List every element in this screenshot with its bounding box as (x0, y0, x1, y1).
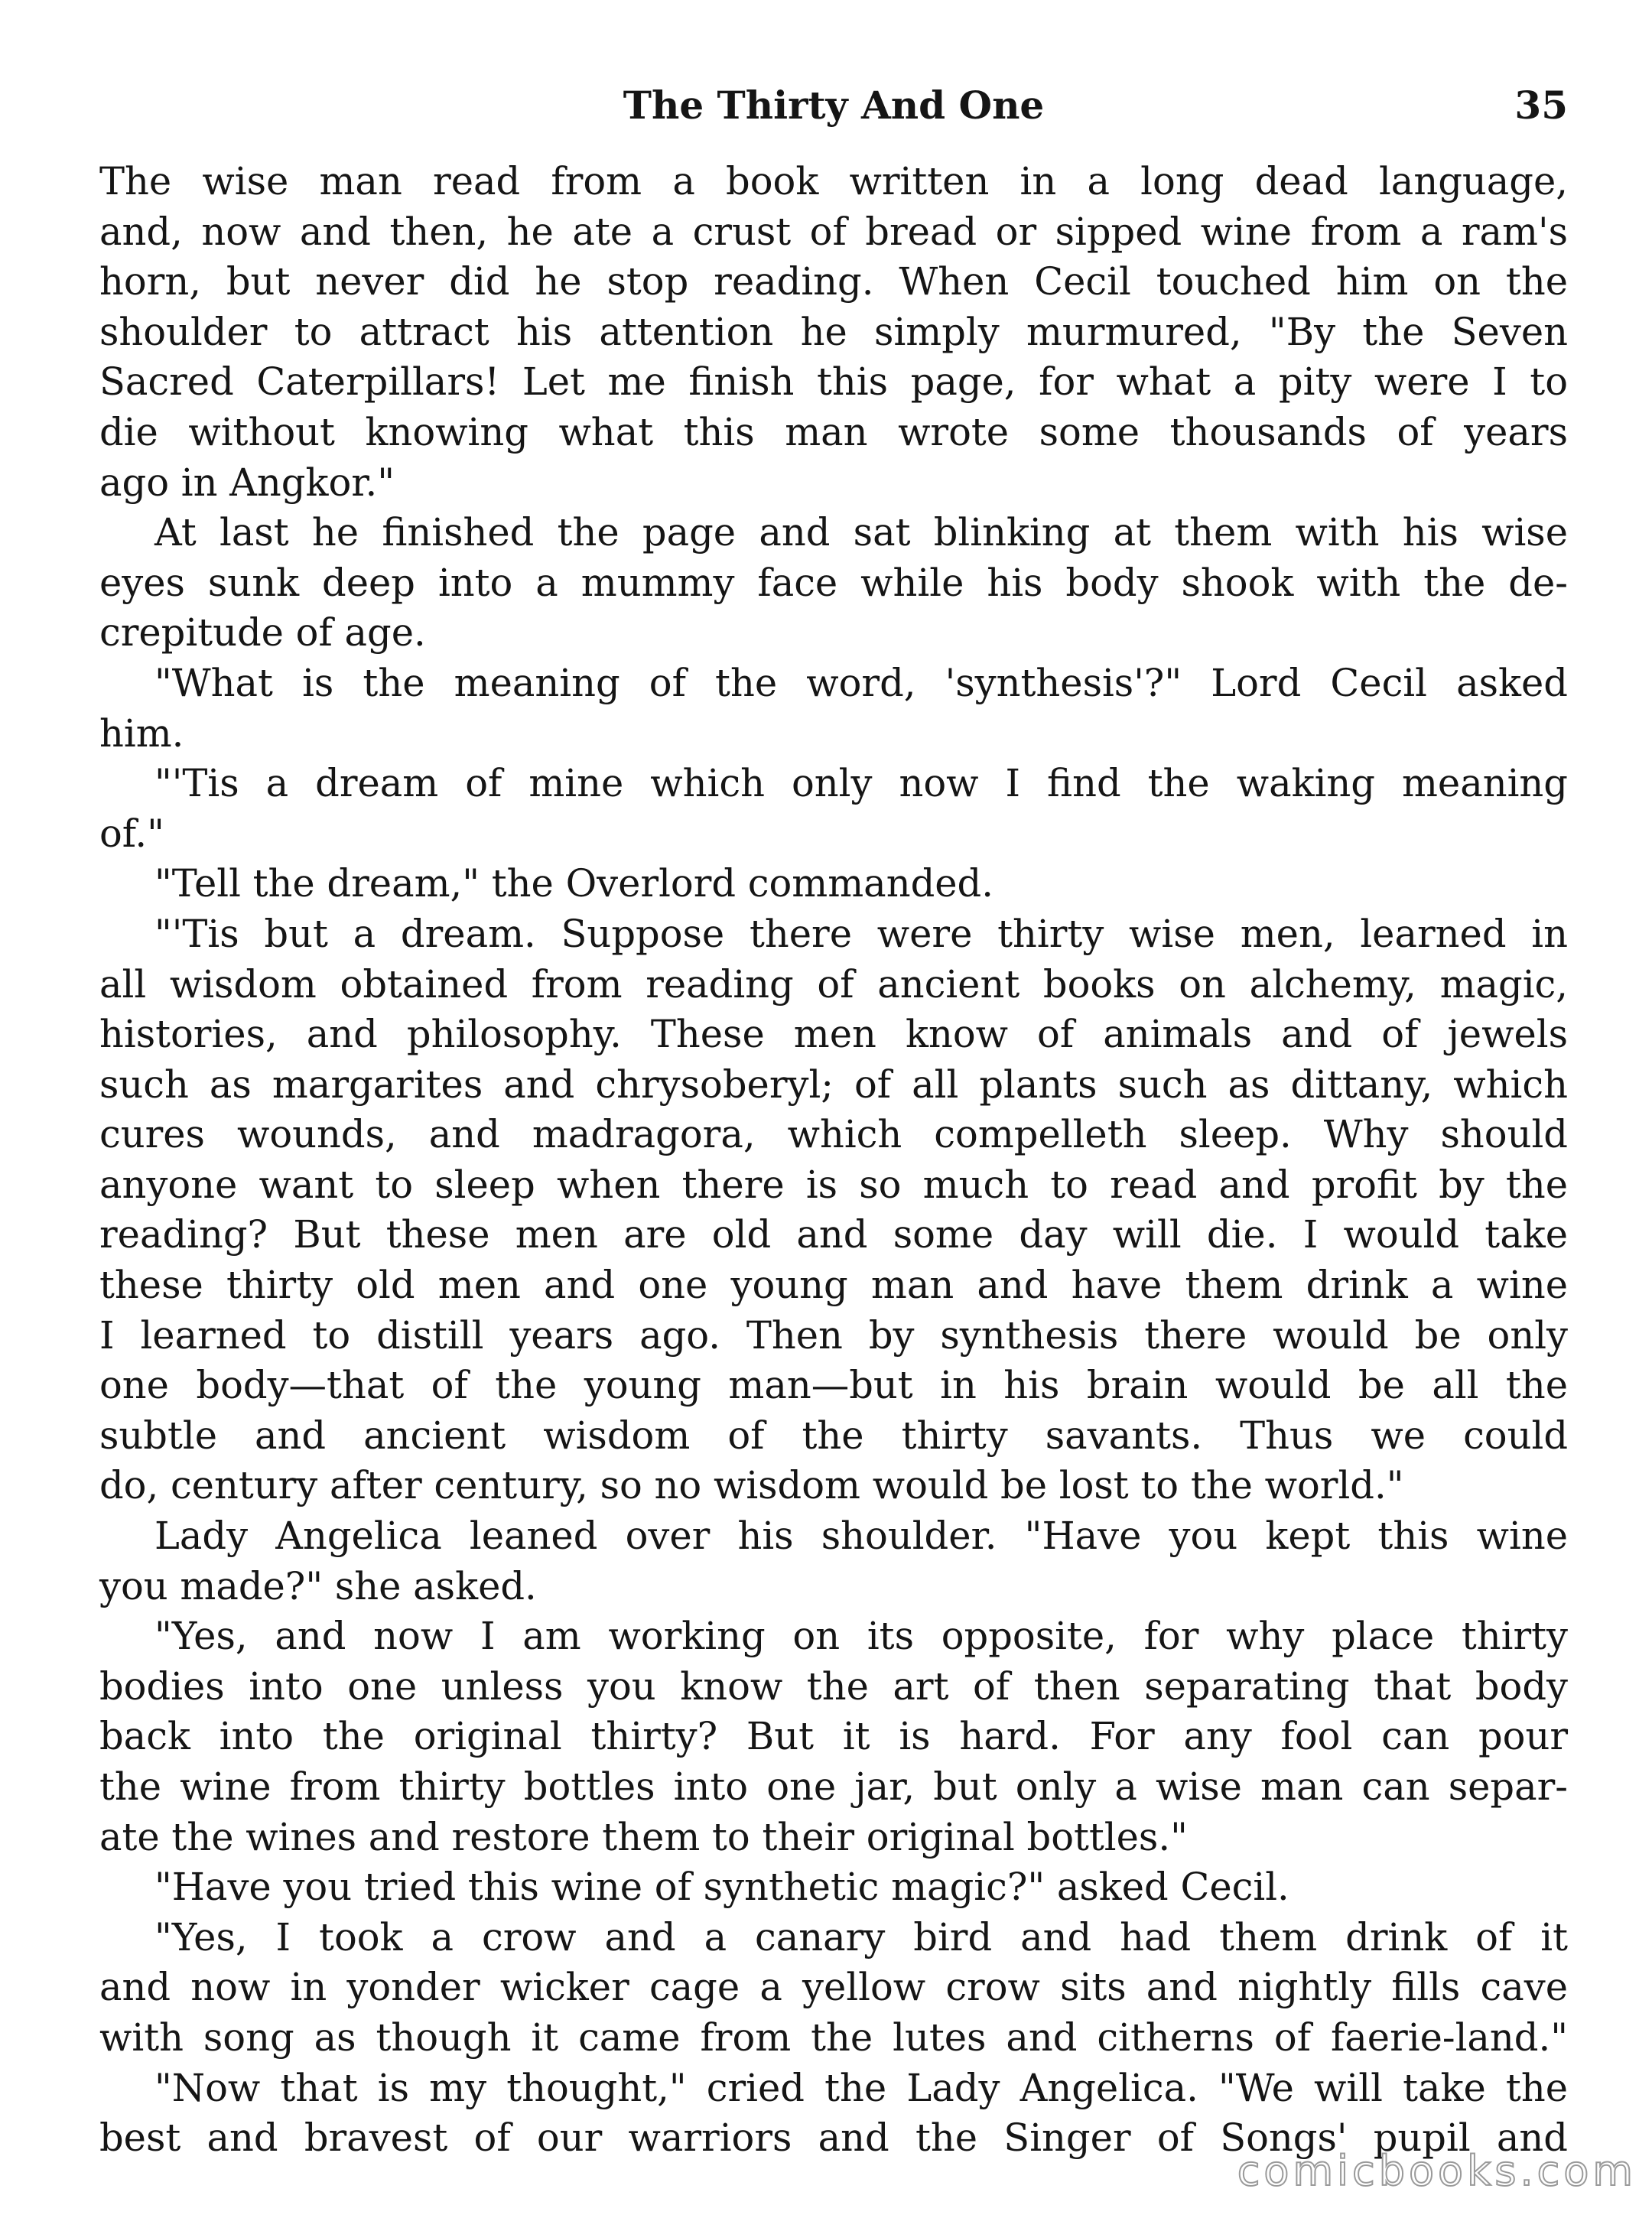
text-line: and now in yonder wicker cage a yellow crow sits and nightly fills cave (99, 1965, 1568, 2010)
running-title: The Thirty And One (623, 83, 1045, 128)
text-line: shoulder to attract his attention he simply murmured, "By the Seven (99, 309, 1568, 354)
text-line: Lady Angelica leaned over his shoulder. "Have you kept this wine (154, 1514, 1568, 1559)
text-line: anyone want to sleep when there is so much to read and profit by the (99, 1162, 1568, 1207)
text-line: The wise man read from a book written in a long dead language, (99, 159, 1568, 203)
text-line: the wine from thirty bottles into one jar, but only a wise man can separ- (99, 1764, 1568, 1809)
text-line: "'Tis a dream of mine which only now I find the waking meaning (154, 761, 1568, 806)
text-line: you made?" she asked. (99, 1563, 537, 1608)
text-line: such as margarites and chrysoberyl; of all plants such as dittany, which (99, 1062, 1568, 1107)
text-line: "What is the meaning of the word, 'synthesis'?" Lord Cecil asked (154, 660, 1568, 705)
text-line: horn, but never did he stop reading. When Cecil touched him on the (99, 259, 1568, 304)
body-text (99, 157, 1568, 2164)
text-line: crepitude of age. (99, 610, 426, 655)
text-line: die without knowing what this man wrote some thousands of years (99, 409, 1568, 454)
text-line: histories, and philosophy. These men know of animals and of jewels (99, 1012, 1568, 1057)
text-line: do, century after century, so no wisdom would be lost to the world." (99, 1463, 1404, 1508)
text-line: with song as though it came from the lutes and citherns of faerie-land." (99, 2015, 1568, 2060)
watermark: comicbooks.com (1237, 2147, 1637, 2195)
page-number: 35 (1514, 83, 1568, 128)
text-line: I learned to distill years ago. Then by synthesis there would be only (99, 1312, 1568, 1358)
text-line: and, now and then, he ate a crust of bread or sipped wine from a ram's (99, 209, 1568, 254)
running-head (99, 73, 1568, 138)
text-line: eyes sunk deep into a mummy face while his body shook with the de- (99, 560, 1568, 605)
text-line: subtle and ancient wisdom of the thirty savants. Thus we could (99, 1413, 1568, 1458)
text-line: these thirty old men and one young man and have them drink a wine (99, 1263, 1568, 1308)
text-line: reading? But these men are old and some day will die. I would take (99, 1212, 1568, 1257)
text-line: "Have you tried this wine of synthetic magic?" asked Cecil. (154, 1865, 1289, 1910)
text-line: him. (99, 711, 184, 756)
text-line: bodies into one unless you know the art of then separating that body (99, 1664, 1568, 1709)
text-line: "'Tis but a dream. Suppose there were thirty wise men, learned in (154, 911, 1568, 956)
text-line: ate the wines and restore them to their original bottles." (99, 1814, 1188, 1859)
text-line: At last he finished the page and sat blinking at them with his wise (154, 510, 1568, 555)
text-line: "Now that is my thought," cried the Lady Angelica. "We will take the (154, 2065, 1568, 2110)
text-line: cures wounds, and madragora, which compelleth sleep. Why should (99, 1112, 1568, 1157)
text-line: back into the original thirty? But it is hard. For any fool can pour (99, 1714, 1568, 1759)
text-line: of." (99, 811, 164, 856)
text-line: "Tell the dream," the Overlord commanded. (154, 861, 993, 906)
text-line: "Yes, and now I am working on its opposite, for why place thirty (154, 1614, 1568, 1659)
text-line: ago in Angkor." (99, 460, 395, 505)
text-line: Sacred Caterpillars! Let me finish this page, for what a pity were I to (99, 359, 1568, 405)
text-line: best and bravest of our warriors and the Singer of Songs' pupil and (99, 2116, 1568, 2161)
text-line: one body—that of the young man—but in his brain would be all the (99, 1363, 1568, 1408)
text-line: "Yes, I took a crow and a canary bird and had them drink of it (154, 1914, 1568, 1959)
text-line: all wisdom obtained from reading of ancient books on alchemy, magic, (99, 961, 1568, 1007)
